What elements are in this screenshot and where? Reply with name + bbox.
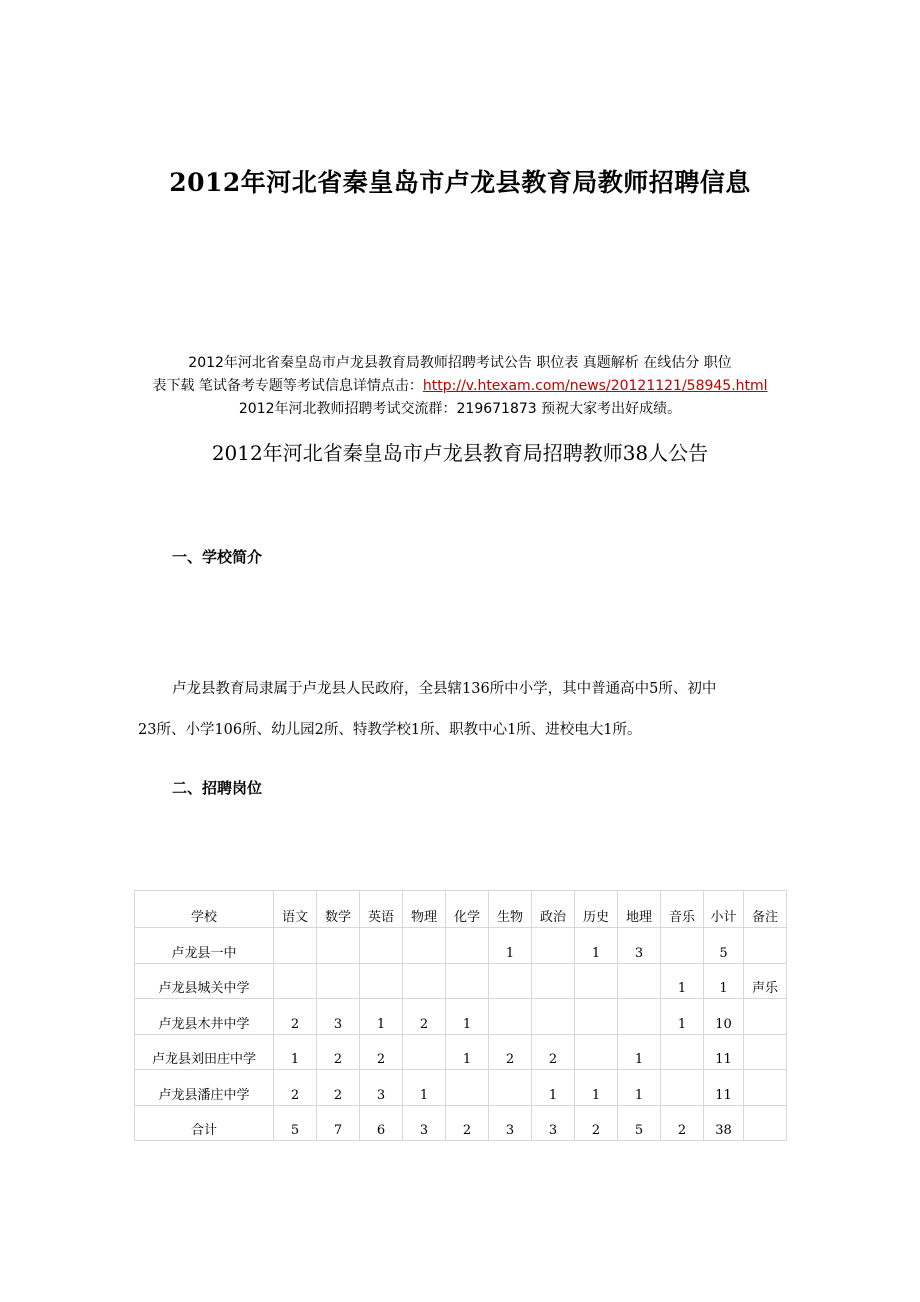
table-header-cell: 化学 bbox=[446, 891, 489, 928]
notice-link[interactable]: http://v.htexam.com/news/20121121/58945.html bbox=[422, 378, 768, 394]
table-row bbox=[135, 999, 787, 1035]
table-cell bbox=[360, 928, 403, 964]
table-cell: 38 bbox=[704, 1105, 744, 1141]
table-cell: 2 bbox=[661, 1105, 704, 1141]
table-cell: 1 bbox=[360, 999, 403, 1035]
table-header-cell: 政治 bbox=[532, 891, 575, 928]
table-header-row bbox=[135, 891, 787, 928]
table-cell bbox=[575, 999, 618, 1035]
table-cell: 3 bbox=[317, 999, 360, 1035]
table-cell: 1 bbox=[618, 1034, 661, 1070]
intro-line-1: 卢龙县教育局隶属于卢龙县人民政府，全县辖136所中小学，其中普通高中5所、初中 bbox=[172, 681, 717, 697]
table-cell bbox=[661, 1034, 704, 1070]
table-header-cell: 小计 bbox=[704, 891, 744, 928]
table-cell bbox=[317, 963, 360, 999]
table-cell: 5 bbox=[704, 928, 744, 964]
table-cell: 6 bbox=[360, 1105, 403, 1141]
school-name-cell: 卢龙县木井中学 bbox=[135, 999, 274, 1035]
table-cell: 2 bbox=[317, 1034, 360, 1070]
table-row bbox=[135, 928, 787, 964]
table-cell bbox=[532, 928, 575, 964]
table-cell: 3 bbox=[532, 1105, 575, 1141]
table-cell bbox=[489, 999, 532, 1035]
table-cell bbox=[489, 1070, 532, 1106]
table-cell: 1 bbox=[575, 1070, 618, 1106]
table-cell: 2 bbox=[575, 1105, 618, 1141]
table-cell: 1 bbox=[575, 928, 618, 964]
notice-line-2-text: 表下载 笔试备考专题等考试信息详情点击： bbox=[152, 378, 423, 394]
table-header-cell: 音乐 bbox=[661, 891, 704, 928]
table-cell: 声乐 bbox=[744, 963, 787, 999]
table-cell bbox=[532, 999, 575, 1035]
table-cell bbox=[274, 963, 317, 999]
table-cell: 3 bbox=[360, 1070, 403, 1106]
table-cell: 1 bbox=[446, 999, 489, 1035]
table-cell: 1 bbox=[661, 963, 704, 999]
table-cell: 2 bbox=[446, 1105, 489, 1141]
table-row bbox=[135, 963, 787, 999]
table-cell bbox=[446, 928, 489, 964]
intro-line-2: 23所、小学106所、幼儿园2所、特教学校1所、职教中心1所、进校电大1所。 bbox=[138, 722, 642, 738]
positions-table bbox=[134, 890, 787, 1141]
table-header-cell: 学校 bbox=[135, 891, 274, 928]
school-intro-paragraph bbox=[138, 669, 788, 751]
notice-line-3: 2012年河北教师招聘考试交流群：219671873 预祝大家考出好成绩。 bbox=[238, 401, 682, 417]
table-cell bbox=[446, 963, 489, 999]
table-cell bbox=[446, 1070, 489, 1106]
section-heading-positions: 二、招聘岗位 bbox=[172, 779, 263, 797]
table-cell: 5 bbox=[274, 1105, 317, 1141]
table-cell bbox=[489, 963, 532, 999]
page-title: 2012年河北省秦皇岛市卢龙县教育局教师招聘信息 bbox=[169, 168, 751, 197]
exam-notice bbox=[120, 352, 800, 421]
table-cell: 2 bbox=[360, 1034, 403, 1070]
table-cell: 1 bbox=[274, 1034, 317, 1070]
table-cell bbox=[744, 1070, 787, 1106]
table-cell: 2 bbox=[317, 1070, 360, 1106]
table-cell bbox=[403, 963, 446, 999]
table-header-cell: 备注 bbox=[744, 891, 787, 928]
table-cell bbox=[661, 1070, 704, 1106]
table-cell: 1 bbox=[403, 1070, 446, 1106]
table-cell: 2 bbox=[274, 1070, 317, 1106]
table-cell: 2 bbox=[489, 1034, 532, 1070]
table-cell: 3 bbox=[403, 1105, 446, 1141]
table-row bbox=[135, 1034, 787, 1070]
table-total-row bbox=[135, 1105, 787, 1141]
table-cell bbox=[661, 928, 704, 964]
table-cell bbox=[532, 963, 575, 999]
table-cell: 3 bbox=[489, 1105, 532, 1141]
table-cell: 2 bbox=[532, 1034, 575, 1070]
table-cell bbox=[274, 928, 317, 964]
table-header-cell: 物理 bbox=[403, 891, 446, 928]
school-name-cell: 卢龙县潘庄中学 bbox=[135, 1070, 274, 1106]
table-header-cell: 英语 bbox=[360, 891, 403, 928]
table-cell: 11 bbox=[704, 1034, 744, 1070]
table-cell bbox=[618, 999, 661, 1035]
table-cell bbox=[403, 928, 446, 964]
table-header-cell: 地理 bbox=[618, 891, 661, 928]
notice-line-1: 2012年河北省秦皇岛市卢龙县教育局教师招聘考试公告 职位表 真题解析 在线估分 职位 bbox=[188, 355, 732, 371]
table-cell: 1 bbox=[618, 1070, 661, 1106]
school-name-cell: 合计 bbox=[135, 1105, 274, 1141]
school-name-cell: 卢龙县刘田庄中学 bbox=[135, 1034, 274, 1070]
announcement-title: 2012年河北省秦皇岛市卢龙县教育局招聘教师38人公告 bbox=[211, 441, 709, 465]
table-cell: 5 bbox=[618, 1105, 661, 1141]
table-cell bbox=[744, 999, 787, 1035]
table-cell bbox=[360, 963, 403, 999]
table-cell bbox=[618, 963, 661, 999]
table-cell bbox=[575, 963, 618, 999]
table-cell bbox=[403, 1034, 446, 1070]
table-cell: 10 bbox=[704, 999, 744, 1035]
table-cell: 11 bbox=[704, 1070, 744, 1106]
school-name-cell: 卢龙县一中 bbox=[135, 928, 274, 964]
school-name-cell: 卢龙县城关中学 bbox=[135, 963, 274, 999]
table-cell bbox=[744, 928, 787, 964]
table-cell: 1 bbox=[532, 1070, 575, 1106]
table-cell bbox=[317, 928, 360, 964]
table-header-cell: 语文 bbox=[274, 891, 317, 928]
table-cell: 3 bbox=[618, 928, 661, 964]
section-heading-school-intro: 一、学校简介 bbox=[172, 548, 263, 566]
table-cell: 1 bbox=[661, 999, 704, 1035]
table-row bbox=[135, 1070, 787, 1106]
table-header-cell: 生物 bbox=[489, 891, 532, 928]
table-cell: 2 bbox=[403, 999, 446, 1035]
table-cell: 2 bbox=[274, 999, 317, 1035]
table-cell: 1 bbox=[446, 1034, 489, 1070]
notice-line-2 bbox=[120, 375, 800, 398]
table-cell bbox=[575, 1034, 618, 1070]
table-cell: 1 bbox=[489, 928, 532, 964]
table-cell bbox=[744, 1034, 787, 1070]
table-cell: 1 bbox=[704, 963, 744, 999]
table-cell bbox=[744, 1105, 787, 1141]
table-header-cell: 数学 bbox=[317, 891, 360, 928]
table-header-cell: 历史 bbox=[575, 891, 618, 928]
table-cell: 7 bbox=[317, 1105, 360, 1141]
